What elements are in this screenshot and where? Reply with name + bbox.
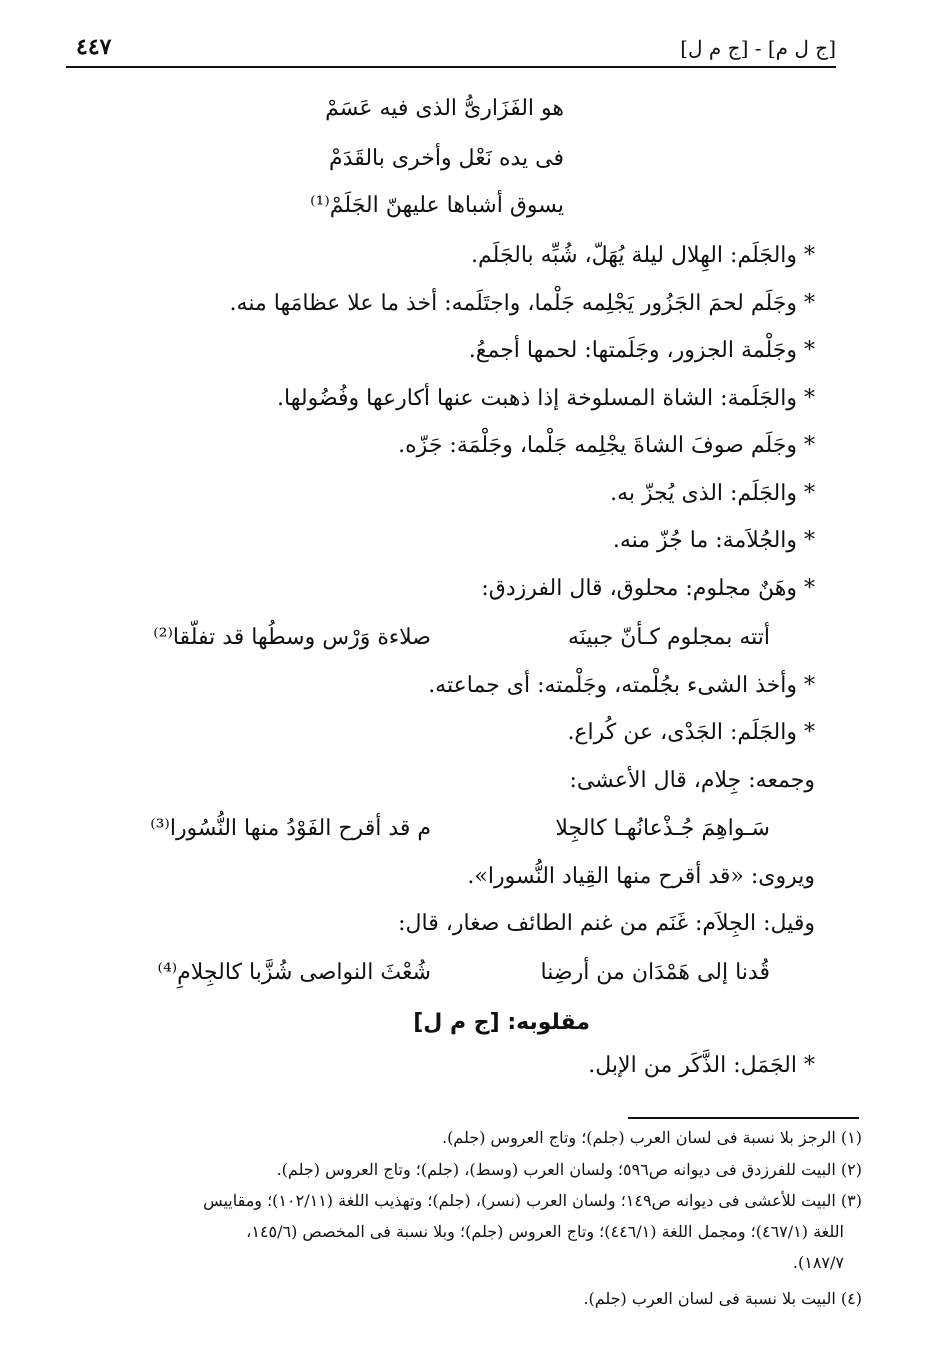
header-rule [66,66,836,68]
header-title: [ج ل م] - [ج م ل] [680,36,836,60]
footnote: (١) الرجز بلا نسبة فى لسان العرب (جلم)؛ وتاج العروس (جلم). [442,1128,862,1147]
entry-line: * والجَلَم: الجَدْى، عن كُراع. [567,720,815,745]
entry-line: * الجَمَل: الذَّكَر من الإبل. [588,1053,815,1078]
section-subheading: مقلوبه: [ج م ل] [413,1010,590,1035]
footnote-rule [628,1117,859,1119]
entry-line: وقيل: الجِلاَم: غَنَم من غنم الطائف صغار، قال: [398,911,815,936]
verse-hemistich-second: م قد أقرح الفَوْدُ منها النُّسُورا⁽³⁾ [150,816,431,841]
entry-line: * وجَلَم صوفَ الشاةَ يجْلِمه جَلْما، وجَلْمَة: جَزّه. [398,433,815,458]
entry-line: * وأخذ الشىء بجُلْمته، وجَلْمته: أى جماعته. [428,673,815,698]
footnote-continuation: اللغة (٤٦٧/١)؛ ومجمل اللغة (٤٤٦/١)؛ وتاج العروس (جلم)؛ وبلا نسبة فى المخصص (١٤٥/٦، [246,1222,844,1241]
verse-hemistich-first: سَـواهِمَ جُـذْعانُهـا كالجِلا [555,816,770,841]
entry-line: * والجَلَم: الذى يُجزّ به. [610,481,815,506]
rajaz-line-2: فى يده نَعْل وأخرى بالقَدَمْ [329,146,564,171]
verse-hemistich-second: شُعْثَ النواصى شُزَّبا كالجِلامِ⁽⁴⁾ [157,960,431,985]
entry-line: * والجُلاَمة: ما جُزّ منه. [612,528,815,553]
entry-line: * وجَلْمة الجزور، وجَلَمتها: لحمها أجمعُ. [468,338,815,363]
footnote: (٤) البيت بلا نسبة فى لسان العرب (جلم). [583,1289,862,1308]
entry-line: * وهَنٌ مجلوم: محلوق، قال الفرزدق: [481,576,815,601]
verse-hemistich-first: أتته بمجلوم كـأنّ جبينَه [567,625,770,650]
footnote: (٣) البيت للأعشى فى ديوانه ص١٤٩؛ ولسان العرب (نسر)، (جلم)؛ وتهذيب اللغة (١٠٢/١١)؛ ومقاييس [203,1191,862,1210]
entry-line: ويروى: «قد أقرح منها القِياد النُّسورا». [467,864,815,889]
footnote: (٢) البيت للفرزدق فى ديوانه ص٥٩٦؛ ولسان العرب (وسط)، (جلم)؛ وتاج العروس (جلم). [276,1160,862,1179]
footnote-continuation: ١٨٧/٧). [792,1253,844,1272]
verse-hemistich-second: صلاءة وَرْس وسطُها قد تفلّقا⁽²⁾ [153,625,431,650]
entry-line: * والجَلَم: الهِلال ليلة يُهَلّ، شُبِّه بالجَلَم. [471,243,815,268]
page-number: ٤٤٧ [76,34,112,60]
verse-hemistich-first: قُدنا إلى هَمْدَان من أرضِنا [540,960,770,985]
rajaz-line-3: يسوق أشباها عليهنّ الجَلَمْ⁽¹⁾ [310,193,564,218]
rajaz-line-1: هو الفَزَارىُّ الذى فيه عَسَمْ [325,96,564,121]
entry-line: * وجَلَم لحمَ الجَزُور يَجْلِمه جَلْما، واجتَلَمه: أخذ ما علا عظامَها منه. [229,291,815,316]
entry-line: * والجَلَمة: الشاة المسلوخة إذا ذهبت عنها أكارعها وفُضُولها. [277,386,815,411]
entry-line: وجمعه: جِلام، قال الأعشى: [569,768,815,793]
